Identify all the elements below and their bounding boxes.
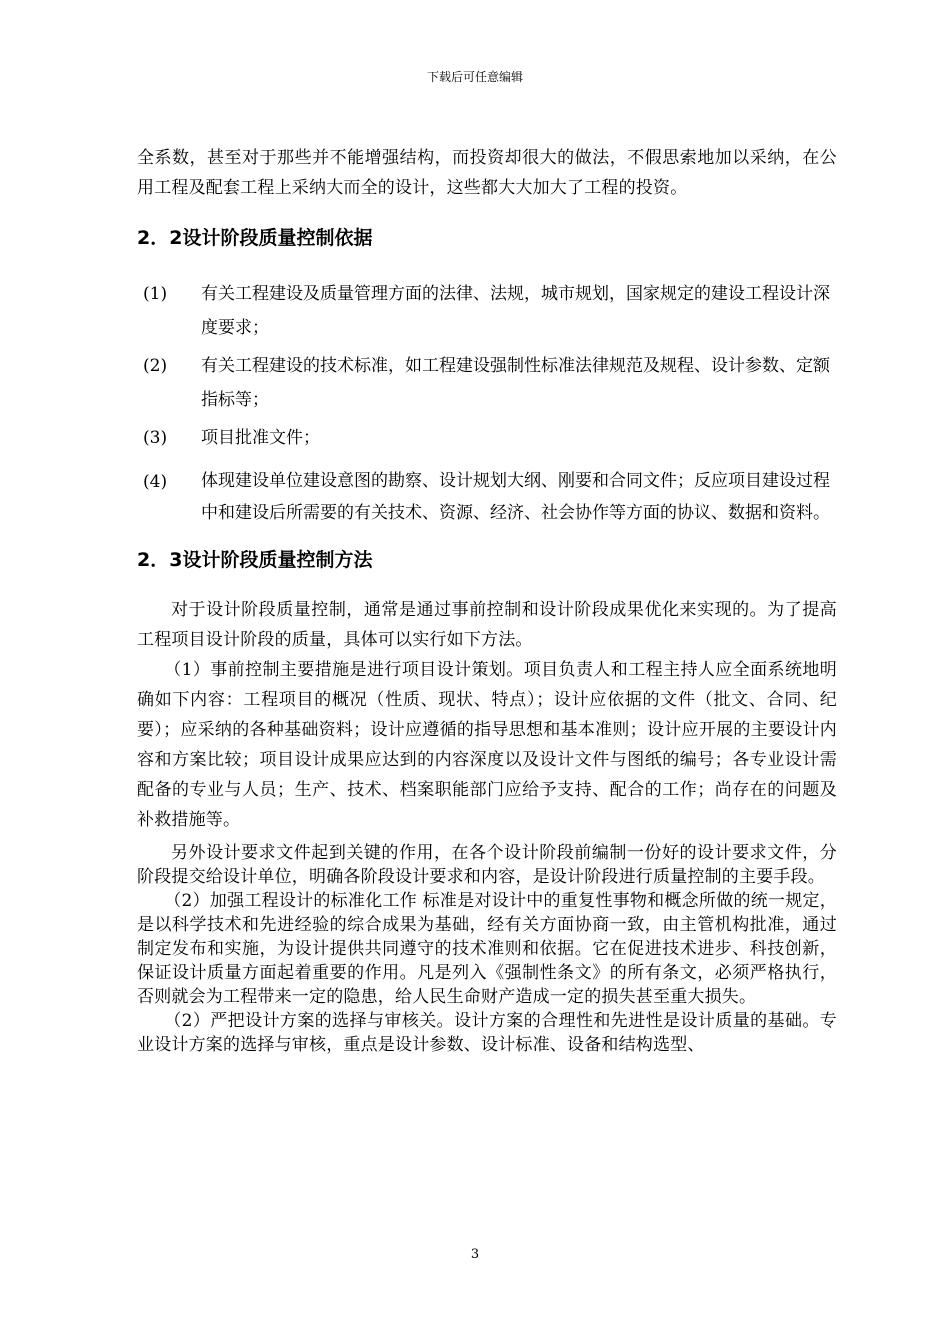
section-heading-2-3: 2．3设计阶段质量控制方法 (137, 549, 373, 571)
method-paragraph-4: （2）加强工程设计的标准化工作 标准是对设计中的重复性事物和概念所做的统一规定，是以科学技术和先进经验的综合成果为基础，经有关方面协商一致，由主管机构批准，通过制定发布和实施，为设计提供共同遵守的技术准则和依据。它在促进技术进步、科技创新，保证设计质量方面起着重要的作用。凡是列入《强制性条文》的所有条文，必须严格执行，否则就会为工程带来一定的隐患，给人民生命财产造成一定的损失甚至重大损失。 (137, 891, 837, 1007)
method-paragraph-2: （1）事前控制主要措施是进行项目设计策划。项目负责人和工程主持人应全面系统地明确如下内容：工程项目的概况（性质、现状、特点）；设计应依据的文件（批文、合同、纪要）；应采纳的各种基础资料；设计应遵循的指导思想和基本准则；设计应开展的主要设计内容和方案比较；项目设计成果应达到的内容深度以及设计文件与图纸的编号；各专业设计需配备的专业与人员；生产、技术、档案职能部门应给予支持、配合的工作；尚存在的问题及补救措施等。 (137, 660, 837, 830)
page-content (137, 143, 837, 1057)
list-item-number: (1) (143, 284, 168, 304)
page-number: 3 (470, 1247, 480, 1262)
method-paragraph-5: （2）严把设计方案的选择与审核关。设计方案的合理性和先进性是设计质量的基础。专业设计方案的选择与审核，重点是设计参数、设计标准、设备和结构选型、 (137, 1011, 837, 1055)
list-item-text: 有关工程建设的技术标准，如工程建设强制性标准法律规范及规程、设计参数、定额指标等； (201, 356, 830, 410)
list-item (137, 349, 837, 417)
intro-paragraph: 全系数，甚至对于那些并不能增强结构，而投资却很大的做法，不假思索地加以采纳，在公用工程及配套工程上采纳大而全的设计，这些都大大加大了工程的投资。 (137, 148, 837, 198)
basis-list (137, 277, 837, 529)
list-item (137, 465, 837, 529)
page-header: 下载后可任意编辑 (426, 70, 523, 84)
method-paragraph-1: 对于设计阶段质量控制，通常是通过事前控制和设计阶段成果优化来实现的。为了提高工程项目设计阶段的质量，具体可以实行如下方法。 (137, 600, 837, 650)
list-item-text: 有关工程建设及质量管理方面的法律、法规，城市规划，国家规定的建设工程设计深度要求； (201, 284, 830, 338)
section-heading-2-2: 2．2设计阶段质量控制依据 (137, 227, 373, 249)
list-item (137, 421, 837, 455)
list-item-text: 项目批准文件； (201, 428, 320, 448)
list-item (137, 277, 837, 345)
list-item-text: 体现建设单位建设意图的勘察、设计规划大纲、刚要和合同文件；反应项目建设过程中和建设后所需要的有关技术、资源、经济、社会协作等方面的协议、数据和资料。 (201, 471, 830, 523)
method-paragraph-3: 另外设计要求文件起到关键的作用，在各个设计阶段前编制一份好的设计要求文件，分阶段提交给设计单位，明确各阶段设计要求和内容，是设计阶段进行质量控制的主要手段。 (137, 843, 837, 887)
list-item-number: (3) (143, 428, 168, 448)
list-item-number: (2) (143, 356, 168, 376)
list-item-number: (4) (143, 472, 168, 492)
